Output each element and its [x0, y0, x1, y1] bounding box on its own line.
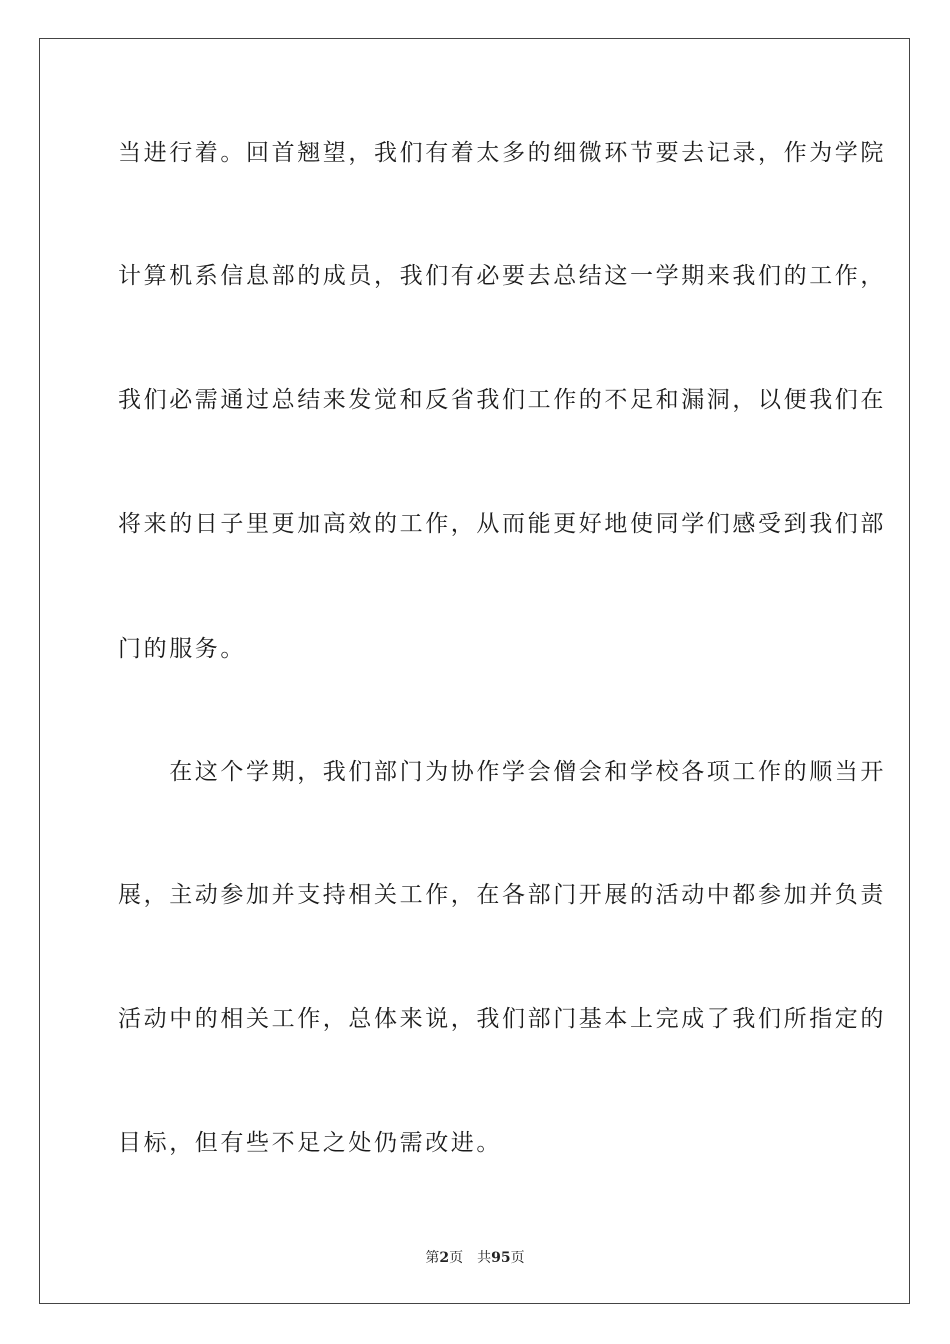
paragraph-line-9: 目标，但有些不足之处仍需改进。 — [118, 1130, 502, 1156]
page-border — [39, 38, 910, 1304]
paragraph-line-4: 将来的日子里更加高效的工作，从而能更好地使同学们感受到我们部 — [118, 511, 886, 537]
paragraph-line-3: 我们必需通过总结来发觉和反省我们工作的不足和漏洞，以便我们在 — [118, 387, 886, 413]
total-prefix: 共 — [477, 1250, 492, 1266]
paragraph-line-8: 活动中的相关工作，总体来说，我们部门基本上完成了我们所指定的 — [118, 1006, 886, 1032]
page-suffix: 页 — [449, 1250, 464, 1266]
paragraph-line-5: 门的服务。 — [118, 636, 246, 662]
page-number: 2 — [439, 1250, 450, 1266]
total-pages: 95 — [491, 1250, 511, 1266]
total-suffix: 页 — [510, 1250, 525, 1266]
paragraph-line-6: 在这个学期，我们部门为协作学会僧会和学校各项工作的顺当开 — [118, 759, 886, 785]
paragraph-line-7: 展，主动参加并支持相关工作，在各部门开展的活动中都参加并负责 — [118, 882, 886, 908]
page-footer — [0, 1247, 950, 1267]
page-prefix: 第 — [425, 1250, 440, 1266]
paragraph-line-1: 当进行着。回首翘望，我们有着太多的细微环节要去记录，作为学院 — [118, 140, 886, 166]
paragraph-line-2: 计算机系信息部的成员，我们有必要去总结这一学期来我们的工作， — [118, 263, 886, 289]
